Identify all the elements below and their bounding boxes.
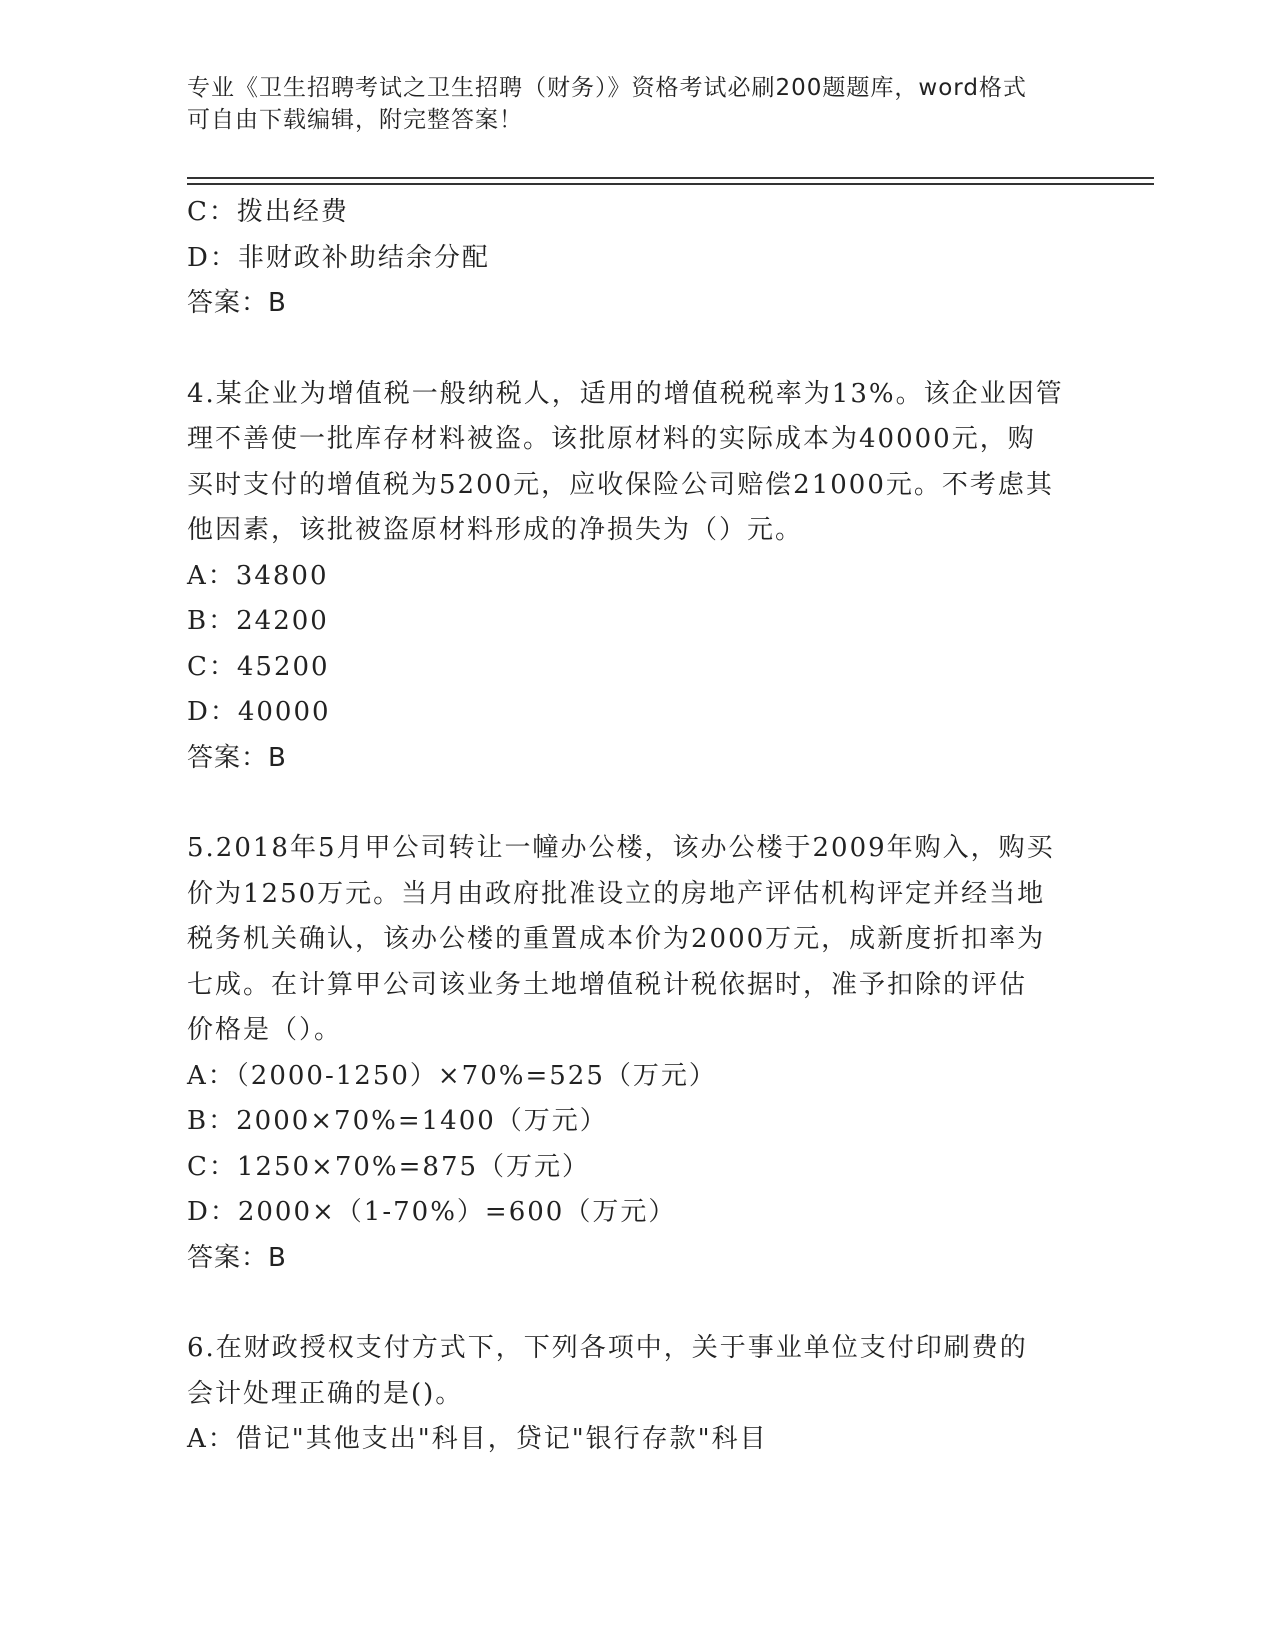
spacer [187,781,1087,826]
header-rule-top [187,177,1154,179]
option-b: B：24200 [187,606,329,636]
option-a: A：借记"其他支出"科目，贷记"银行存款"科目 [187,1424,768,1454]
option-c: C：1250×70%=875（万元） [187,1151,591,1182]
header-line-2: 可自由下载编辑，附完整答案！ [187,107,523,133]
document-header [187,72,1067,136]
option-d: D：2000×（1-70%）=600（万元） [187,1197,677,1227]
header-rule-bottom [187,183,1154,185]
question-stem-line: 他因素，该批被盗原材料形成的净损失为（）元。 [187,515,804,545]
question-stem-line: 买时支付的增值税为5200元，应收保险公司赔偿21000元。不考虑其 [187,469,1054,500]
spacer [187,327,1087,372]
question-stem-line: 税务机关确认，该办公楼的重置成本价为2000万元，成新度折扣率为 [187,924,1046,954]
question-4 [187,372,1087,782]
question-stem-line: 理不善使一批库存材料被盗。该批原材料的实际成本为40000元，购 [187,424,1036,454]
question-stem-line: 价为1250万元。当月由政府批准设立的房地产评估机构评定并经当地 [187,878,1046,909]
option-c: C：拨出经费 [187,197,349,227]
option-a: A：34800 [187,560,329,591]
prev-question-block [187,190,1087,327]
answer-line: 答案：B [187,742,287,773]
spacer [187,1281,1087,1326]
question-stem-line: 价格是（）。 [187,1015,343,1045]
question-stem-line: 6.在财政授权支付方式下，下列各项中，关于事业单位支付印刷费的 [187,1333,1028,1363]
option-c: C：45200 [187,651,330,682]
option-d: D：40000 [187,697,331,727]
question-stem-line: 5.2018年5月甲公司转让一幢办公楼，该办公楼于2009年购入，购买 [187,833,1055,863]
option-d: D：非财政补助结余分配 [187,242,490,273]
document-body [187,190,1087,1463]
question-stem-line: 会计处理正确的是()。 [187,1378,464,1409]
question-6 [187,1326,1087,1463]
question-stem-line: 4.某企业为增值税一般纳税人，适用的增值税税率为13%。该企业因管 [187,378,1064,409]
answer-line: 答案：B [187,1242,287,1273]
question-stem-line: 七成。在计算甲公司该业务土地增值税计税依据时，准予扣除的评估 [187,969,1028,1000]
header-line-1: 专业《卫生招聘考试之卫生招聘（财务）》资格考试必刷200题题库，word格式 [187,75,1027,101]
document-page [187,0,1147,1650]
option-b: B：2000×70%=1400（万元） [187,1106,608,1136]
answer-line: 答案：B [187,288,287,318]
option-a: A：（2000-1250）×70%=525（万元） [187,1060,717,1091]
question-5 [187,826,1087,1281]
